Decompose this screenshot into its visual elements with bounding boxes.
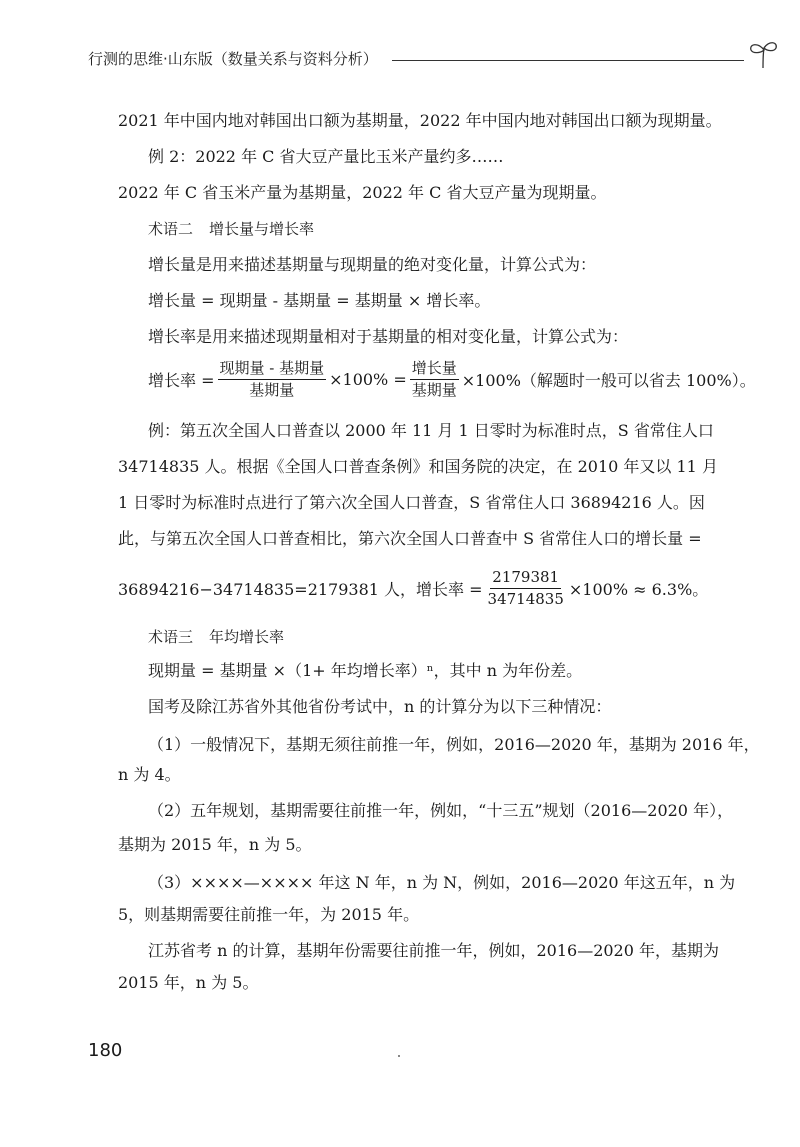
fraction <box>486 568 566 609</box>
section-heading-term3 <box>148 626 284 648</box>
paragraph-line: 2015 年，n 为 5。 <box>118 973 259 992</box>
paragraph-line: 增长率是用来描述现期量相对于基期量的相对变化量，计算公式为： <box>148 327 629 346</box>
formula-mid: ×100% = <box>329 369 407 389</box>
page-number: 180 <box>88 1040 123 1061</box>
paragraph-line: 江苏省考 n 的计算，基期年份需要往前推一年，例如，2016—2020 年，基期为 <box>148 941 720 960</box>
formula-lhs: 增长率 = <box>148 370 215 390</box>
example-formula <box>118 566 708 610</box>
scan-speck <box>398 1055 400 1057</box>
fraction-denominator: 基期量 <box>411 380 457 399</box>
case-line: 基期为 2015 年，n 为 5。 <box>118 835 312 854</box>
paragraph-line: 2022 年 C 省玉米产量为基期量，2022 年 C 省大豆产量为现期量。 <box>118 183 607 202</box>
paragraph-line: 增长量是用来描述基期量与现期量的绝对变化量，计算公式为： <box>148 255 597 274</box>
case-line: （2）五年规划，基期需要往前推一年，例如，“十三五”规划（2016—2020 年）， <box>148 801 734 820</box>
header-rule <box>392 60 744 61</box>
term-name: 年均增长率 <box>209 628 285 646</box>
fraction-denominator: 基期量 <box>249 380 295 399</box>
paragraph-line: 例 2：2022 年 C 省大豆产量比玉米产量约多…… <box>148 147 504 166</box>
section-heading-term2 <box>148 218 314 240</box>
paragraph-line: 现期量 = 基期量 ×（1+ 年均增长率）ⁿ，其中 n 为年份差。 <box>148 661 583 680</box>
formula-tail: ×100% ≈ 6.3%。 <box>568 579 709 599</box>
example-line: 此，与第五次全国人口普查相比，第六次全国人口普查中 S 省常住人口的增长量 = <box>118 529 702 548</box>
case-line: 5，则基期需要往前推一年，为 2015 年。 <box>118 905 420 924</box>
fraction-numerator: 现期量 - 基期量 <box>218 359 327 380</box>
paragraph-line: 2021 年中国内地对韩国出口额为基期量，2022 年中国内地对韩国出口额为现期量。 <box>118 111 722 130</box>
paragraph-line: 国考及除江苏省外其他省份考试中，n 的计算分为以下三种情况： <box>148 697 612 716</box>
fraction-numerator: 2179381 <box>490 568 561 589</box>
case-line: n 为 4。 <box>118 765 181 784</box>
example-line: 例：第五次全国人口普查以 2000 年 11 月 1 日零时为标准时点，S 省常住人口 <box>148 421 714 440</box>
formula-tail: ×100%（解题时一般可以省去 100%）。 <box>461 370 756 390</box>
term-label: 术语三 <box>148 628 194 646</box>
example-line: 34714835 人。根据《全国人口普查条例》和国务院的决定，在 2010 年又以 11 月 <box>118 457 718 476</box>
term-name: 增长量与增长率 <box>209 220 315 238</box>
fraction-numerator: 增长量 <box>410 359 459 380</box>
formula-lhs: 36894216−34714835=2179381 人，增长率 = <box>118 579 483 599</box>
fraction <box>410 359 459 400</box>
case-line: （1）一般情况下，基期无须往前推一年，例如，2016—2020 年，基期为 2016 年， <box>148 735 760 754</box>
term-label: 术语二 <box>148 220 194 238</box>
header-title: 行测的思维·山东版（数量关系与资料分析） <box>88 50 378 68</box>
example-line: 1 日零时为标准时点进行了第六次全国人口普查，S 省常住人口 36894216 人。因 <box>118 493 705 512</box>
fraction-denominator: 34714835 <box>487 589 564 608</box>
paragraph-line: 增长量 = 现期量 - 基期量 = 基期量 × 增长率。 <box>148 291 491 310</box>
growth-rate-formula <box>148 354 756 404</box>
running-header <box>88 40 728 80</box>
sprout-icon <box>743 38 783 70</box>
case-line: （3）××××—×××× 年这 N 年，n 为 N，例如，2016—2020 年这五年，n 为 <box>148 873 736 892</box>
fraction <box>218 359 327 400</box>
